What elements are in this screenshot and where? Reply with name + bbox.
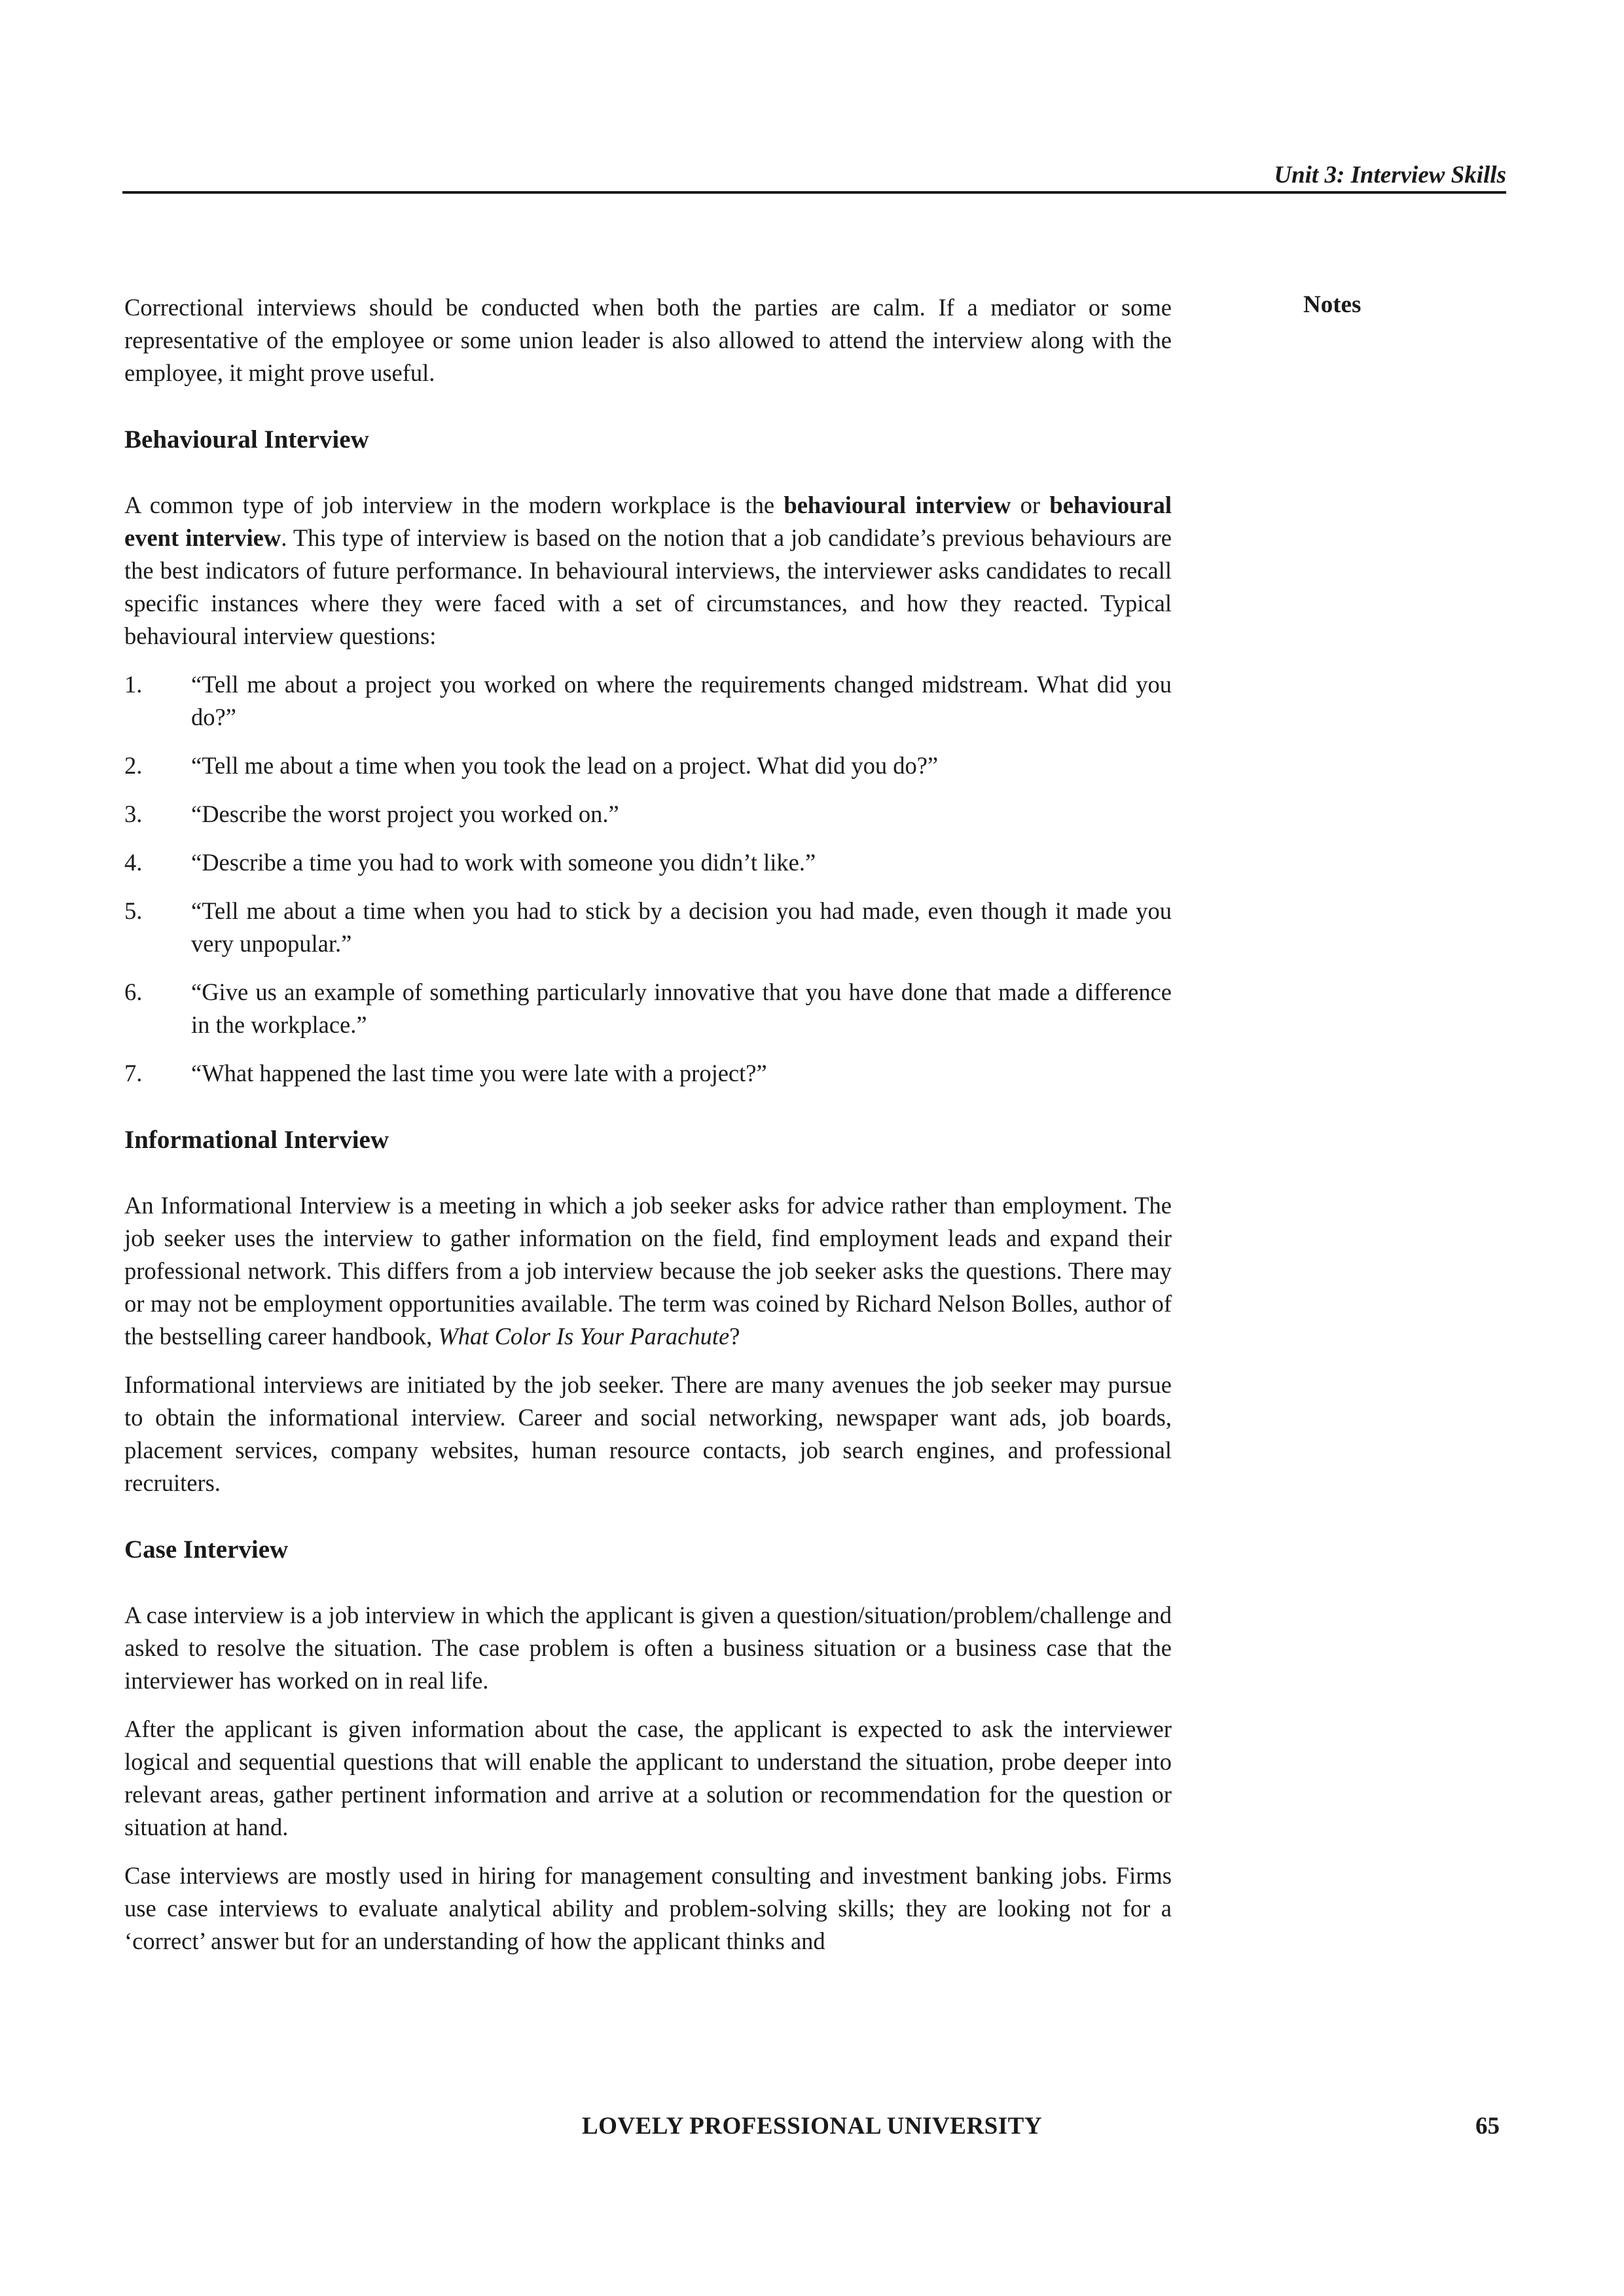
- informational-paragraph-1: [124, 1189, 1172, 1353]
- behavioural-text-prefix: A common type of job interview in the modern workplace is the: [124, 492, 784, 518]
- running-header: Unit 3: Interview Skills: [1274, 162, 1506, 188]
- list-item-text: “Give us an example of something particularly innovative that you have done that made a difference in the workplace.”: [191, 978, 1172, 1038]
- main-content: [124, 291, 1172, 1973]
- informational-paragraph-2: Informational interviews are initiated by the job seeker. There are many avenues the job seeker may pursue to obtain the informational interview. Career and social networking, newspaper want ads, job boards, placement services, company websites, human resource contacts, job search engines, and professional recruiters.: [124, 1371, 1172, 1496]
- list-item: [124, 846, 1172, 879]
- list-item-number: 2.: [124, 752, 143, 779]
- list-item-number: 3.: [124, 800, 143, 827]
- list-item-text: “Tell me about a project you worked on where the requirements changed midstream. What did you do?”: [191, 671, 1172, 730]
- intro-paragraph: Correctional interviews should be conducted when both the parties are calm. If a mediator or some representative of the employee or some union leader is also allowed to attend the interview along with the employee, it might prove useful.: [124, 294, 1172, 386]
- behavioural-text-suffix: . This type of interview is based on the notion that a job candidate’s previous behaviours are the best indicators of future performance. In behavioural interviews, the interviewer asks candidates to recall specific instances where they were faced with a set of circumstances, and how they reacted. Typical behavioural interview questions:: [124, 524, 1172, 649]
- list-item-text: “Tell me about a time when you took the lead on a project. What did you do?”: [191, 752, 939, 779]
- list-item-text: “Tell me about a time when you had to stick by a decision you had made, even though it made you very unpopular.”: [191, 897, 1172, 957]
- list-item-number: 4.: [124, 849, 143, 876]
- list-item-number: 5.: [124, 897, 143, 924]
- list-item-text: “Describe a time you had to work with someone you didn’t like.”: [191, 849, 816, 876]
- term-behavioural-event-interview: behavioural event interview: [124, 492, 1172, 551]
- informational-text-prefix: An Informational Interview is a meeting in which a job seeker asks for advice rather than employment. The job seeker uses the interview to gather information on the field, find employment leads and expand their professional network. This differs from a job interview because the job seeker asks the questions. There may or may not be employment opportunities available. The term was coined by Richard Nelson Bolles, author of the bestselling career handbook,: [124, 1192, 1172, 1350]
- section-heading-case: Case Interview: [124, 1535, 289, 1564]
- case-paragraph-1: A case interview is a job interview in which the applicant is given a question/situation/problem/challenge and asked to resolve the situation. The case problem is often a business situation or a business case that the interviewer has worked on in real life.: [124, 1602, 1172, 1694]
- section-heading-behavioural: Behavioural Interview: [124, 425, 369, 454]
- case-paragraph-2: After the applicant is given information about the case, the applicant is expected to ask the interviewer logical and sequential questions that will enable the applicant to understand the situation, probe deeper into relevant areas, gather pertinent information and arrive at a solution or recommendation for the question or situation at hand.: [124, 1715, 1172, 1840]
- list-item-text: “What happened the last time you were late with a project?”: [191, 1060, 767, 1086]
- list-item: [124, 1057, 1172, 1090]
- informational-text-suffix: ?: [729, 1323, 740, 1350]
- header-rule: [122, 191, 1506, 194]
- list-item-text: “Describe the worst project you worked on.”: [191, 800, 619, 827]
- term-behavioural-interview: behavioural interview: [784, 492, 1011, 518]
- list-item: [124, 798, 1172, 831]
- list-item-number: 6.: [124, 978, 143, 1005]
- behavioural-questions-list: [124, 668, 1172, 1090]
- list-item: [124, 668, 1172, 734]
- behavioural-paragraph: [124, 489, 1172, 653]
- footer-university: LOVELY PROFESSIONAL UNIVERSITY: [581, 2113, 1043, 2140]
- case-paragraph-3: Case interviews are mostly used in hiring for management consulting and investment banking jobs. Firms use case interviews to evaluate analytical ability and problem-solving skills; they are looking not for a ‘correct’ answer but for an understanding of how the applicant thinks and: [124, 1862, 1172, 1954]
- behavioural-text-or: or: [1011, 492, 1050, 518]
- list-item-number: 7.: [124, 1060, 143, 1086]
- list-item: [124, 976, 1172, 1041]
- list-item: [124, 749, 1172, 782]
- book-title: What Color Is Your Parachute: [438, 1323, 730, 1350]
- section-heading-informational: Informational Interview: [124, 1126, 389, 1154]
- list-item: [124, 895, 1172, 960]
- notes-margin-label: Notes: [1303, 291, 1362, 318]
- page-number: 65: [1475, 2113, 1500, 2140]
- list-item-number: 1.: [124, 671, 143, 698]
